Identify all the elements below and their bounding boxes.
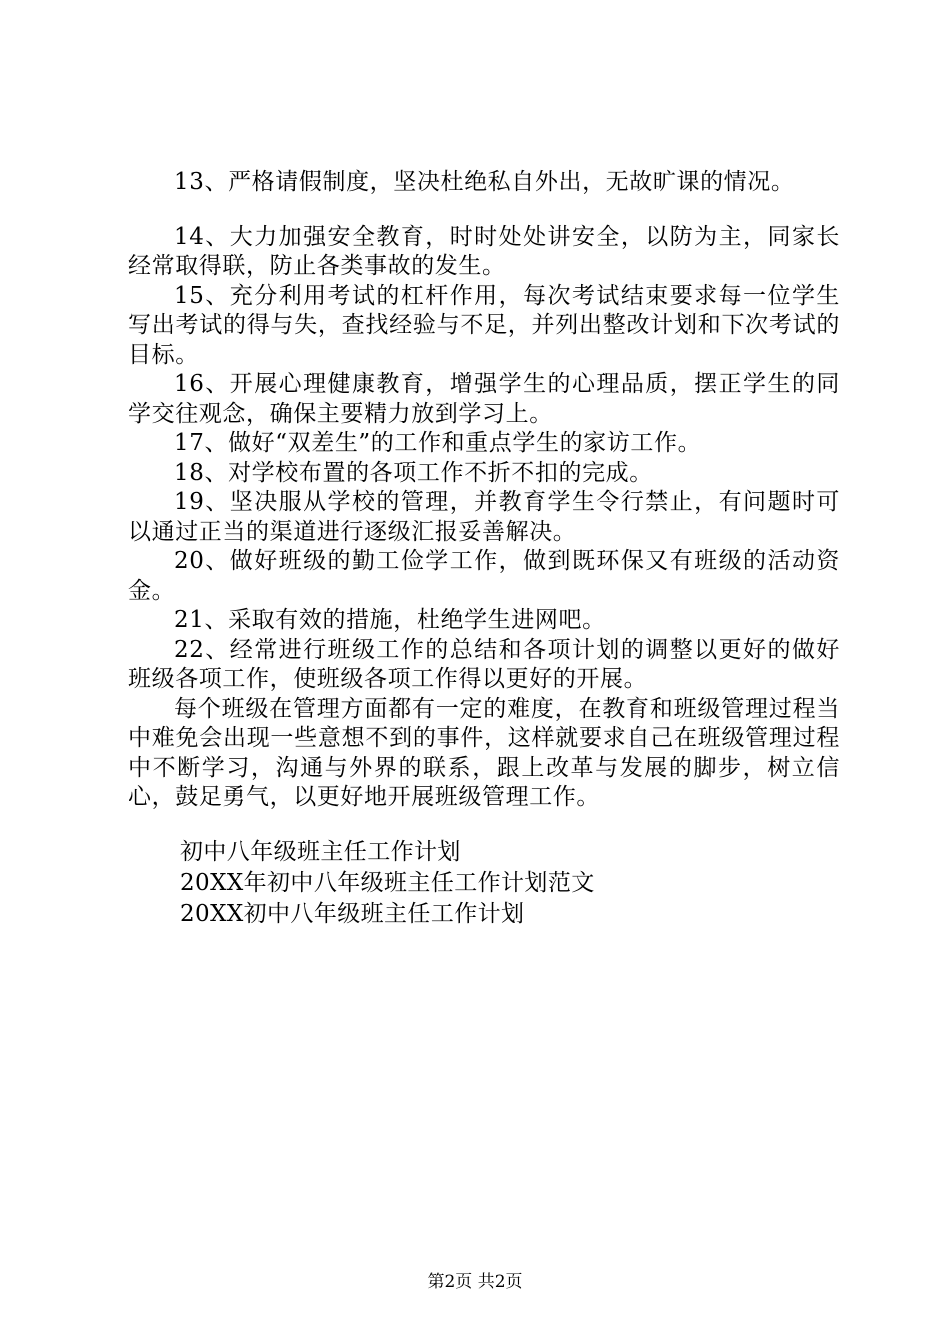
paragraph-item-18: 18、对学校布置的各项工作不折不扣的完成。 — [174, 459, 653, 486]
paragraph-item-16: 16、开展心理健康教育，增强学生的心理品质，摆正学生的同学交往观念，确保主要精力放到学习上。 — [128, 371, 840, 427]
related-links — [128, 837, 840, 930]
related-link-3[interactable]: 20XX初中八年级班主任工作计划 — [180, 900, 525, 927]
conclusion-paragraph: 每个班级在管理方面都有一定的难度，在教育和班级管理过程当中难免会出现一些意想不到的事件，这样就要求自己在班级管理过程中不断学习，沟通与外界的联系，跟上改革与发展的脚步，树立信心，鼓足勇气，以更好地开展班级管理工作。 — [128, 695, 840, 810]
page-number-footer: 第2页 共2页 — [427, 1272, 523, 1292]
paragraph-item-19: 19、坚决服从学校的管理，并教育学生令行禁止，有问题时可以通过正当的渠道进行逐级汇报妥善解决。 — [128, 489, 840, 545]
document-body — [128, 168, 840, 930]
paragraph-item-14: 14、大力加强安全教育，时时处处讲安全，以防为主，同家长经常取得联，防止各类事故的发生。 — [128, 223, 840, 279]
related-link-2[interactable]: 20XX年初中八年级班主任工作计划范文 — [180, 869, 595, 896]
paragraph-item-20: 20、做好班级的勤工俭学工作，做到既环保又有班级的活动资金。 — [128, 548, 840, 604]
paragraph-item-21: 21、采取有效的措施，杜绝学生进网吧。 — [174, 607, 606, 633]
paragraph-item-17: 17、做好“双差生”的工作和重点学生的家访工作。 — [174, 430, 702, 456]
paragraph-item-22: 22、经常进行班级工作的总结和各项计划的调整以更好的做好班级各项工作，使班级各项工作得以更好的开展。 — [128, 636, 840, 692]
paragraph-item-15: 15、充分利用考试的杠杆作用，每次考试结束要求每一位学生写出考试的得与失，查找经验与不足，并列出整改计划和下次考试的目标。 — [128, 282, 840, 368]
paragraph-item-13: 13、严格请假制度，坚决杜绝私自外出，无故旷课的情况。 — [174, 169, 795, 195]
related-link-1[interactable]: 初中八年级班主任工作计划 — [180, 838, 461, 865]
